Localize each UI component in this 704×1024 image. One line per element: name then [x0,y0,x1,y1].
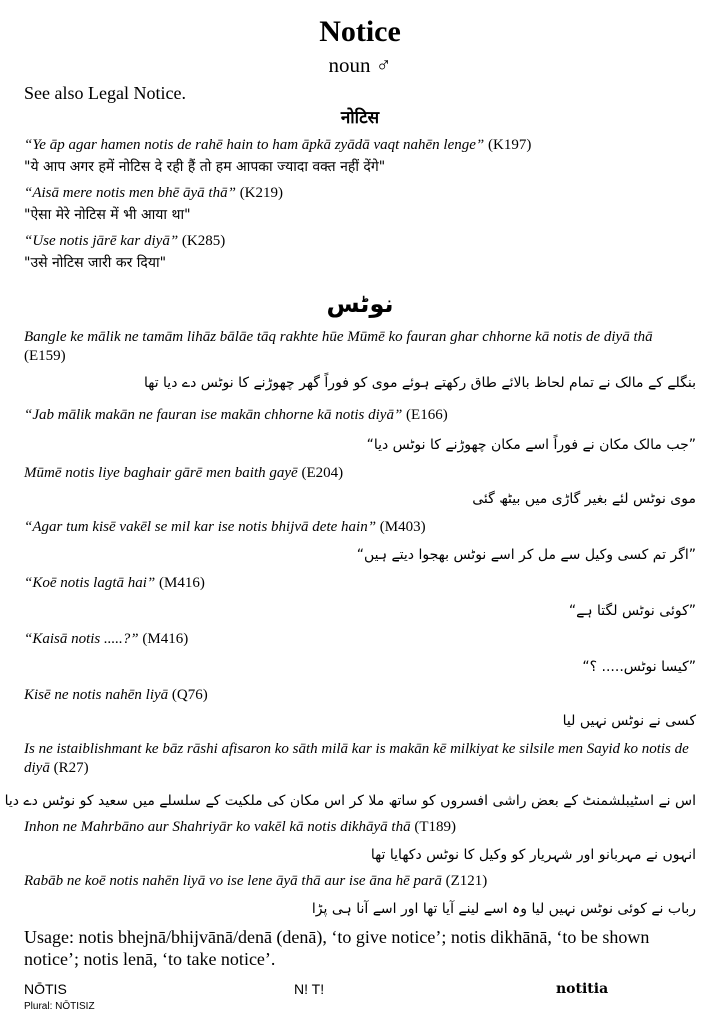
usage-note: Usage: notis bhejnā/bhijvānā/denā (denā), ‘to give notice’; notis dikhānā, ‘to be shown notice’; notis lenā, ‘to take notice’. [24,927,650,969]
urdu-example-1-text: بنگلے کے مالک نے تمام لحاظ بالائے طاق رکھتے ہوئے موی کو فوراً گھر چھوڑنے کا نوٹس دے دیا تھا [143,375,696,391]
urdu-example-5-translit: “Koē notis lagtā hai” (M416) [24,575,205,591]
urdu-example-7-text: کسی نے نوٹس نہیں لیا [562,713,696,729]
hindi-example-1-text: "ये आप अगर हमें नोटिस दे रही हैं तो हम आपका ज्यादा वक्त नहीं देंगे" [24,159,386,175]
urdu-example-7-translit: Kisē ne notis nahēn liyā (Q76) [24,687,208,703]
entry-title: Notice [319,15,401,48]
urdu-example-2-translit: “Jab mālik makān ne fauran ise makān chhorne kā notis diyā” (E166) [24,407,448,423]
urdu-example-4-translit: “Agar tum kisē vakēl se mil kar ise notis bhijvā dete hain” (M403) [24,519,426,535]
urdu-example-1-translit: Bangle ke mālik ne tamām lihāz bālāe tāq rakhte hūe Mūmē ko fauran ghar chhorne kā notis de diyā thā (E159) [24,329,653,364]
urdu-example-6-text: ”کیسا نوٹس..... ؟“ [582,659,696,675]
urdu-example-8-translit: Is ne istaiblishmant ke bāz rāshi afisaron ko sāth milā kar is makān kē milkiyat ke silsile men Sayid ko notis de diyā (R27) [24,741,689,776]
urdu-example-4-text: ”اگر تم کسی وکیل سے مل کر اسے نوٹس بھجوا دیتے ہیں“ [356,547,696,563]
urdu-example-3-translit: Mūmē notis liye baghair gārē men baith gayē (E204) [24,465,344,481]
plural-form: Plural: NŌTISIZ [24,1001,95,1012]
hindi-heading: नोटिस [340,108,380,128]
urdu-example-8-text: اس نے اسٹیبلشمنٹ کے بعض راشی افسروں کو ساتھ ملا کر اس مکان کی ملکیت کے سلسلے میں سعید کو نوٹس دے دیا [4,793,696,809]
urdu-example-3-text: موی نوٹس لئے بغیر گاڑی میں بیٹھ گئی [472,491,696,507]
hindi-example-2-text: "ऐसा मेरे नोटिस में भी आया था" [24,207,191,223]
urdu-example-10-text: رباب نے کوئی نوٹس نہیں لیا وہ اسے لینے آیا تھا اور اسے آنا ہی پڑا [311,901,696,917]
urdu-example-9-translit: Inhon ne Mahrbāno aur Shahriyār ko vakēl kā notis dikhāyā thā (T189) [24,819,457,835]
footer-symbol: N! T! [294,981,325,997]
urdu-heading: نوٹس [326,290,394,318]
footer-etymology: notitia [556,981,609,997]
footer-word: NŌTIS [24,981,67,997]
hindi-example-1-translit: “Ye āp agar hamen notis de rahē hain to ham āpkā zyādā vaqt nahēn lenge” (K197) [24,137,532,153]
hindi-example-3-translit: “Use notis jārē kar diyā” (K285) [24,233,226,249]
hindi-example-3-text: "उसे नोटिस जारी कर दिया" [24,255,167,271]
urdu-example-5-text: ”کوئی نوٹس لگتا ہے“ [568,603,696,619]
urdu-example-10-translit: Rabāb ne koē notis nahēn liyā vo ise lene āyā thā aur ise āna hē parā (Z121) [24,873,488,889]
urdu-example-9-text: انہوں نے مہربانو اور شہریار کو وکیل کا نوٹس دکھایا تھا [370,847,696,863]
hindi-example-2-translit: “Aisā mere notis men bhē āyā thā” (K219) [24,185,284,201]
urdu-example-6-translit: “Kaisā notis .....?” (M416) [24,631,189,647]
part-of-speech: noun ♂ [328,53,392,77]
dictionary-page [4,0,696,1024]
urdu-example-2-text: ”جب مالک مکان نے فوراً اسے مکان چھوڑنے کا نوٹس دیا“ [366,437,696,453]
see-also-note: See also Legal Notice. [24,83,186,103]
